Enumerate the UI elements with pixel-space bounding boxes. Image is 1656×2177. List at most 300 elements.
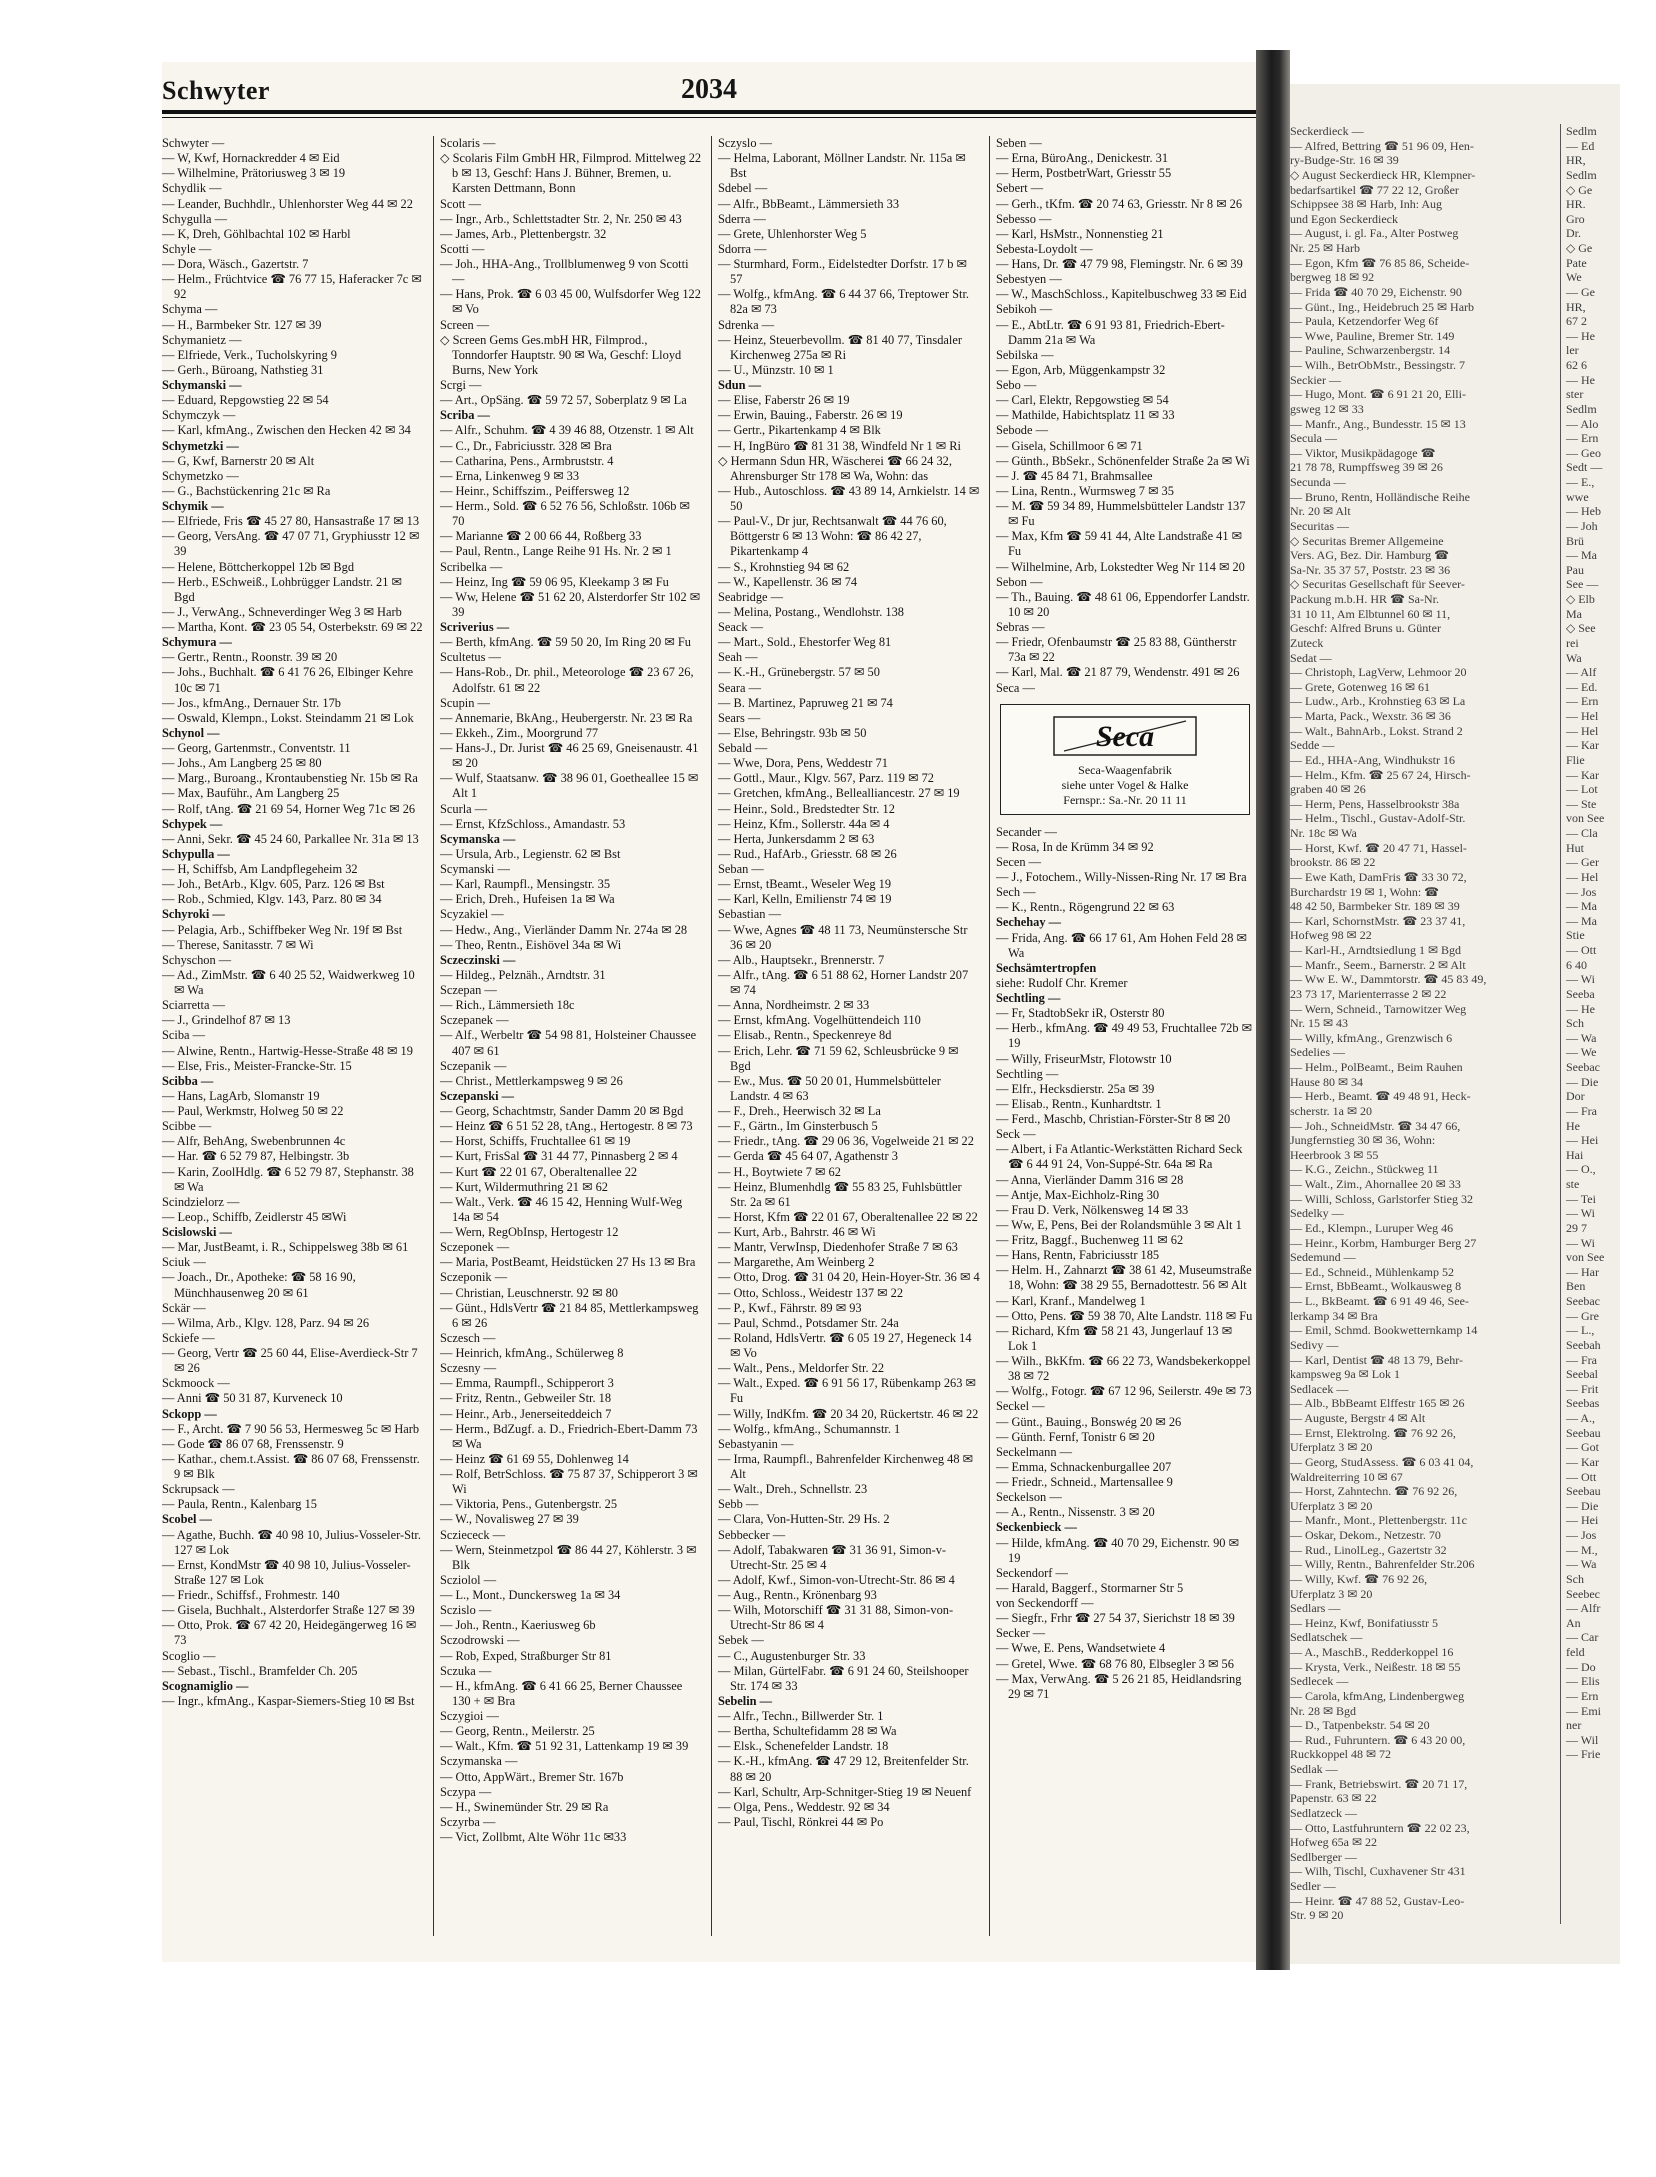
facing-entry-line: — Helm., Tischl., Gustav-Adolf-Str. xyxy=(1290,811,1466,826)
facing-entry-line: He xyxy=(1566,1118,1580,1133)
facing-entry-line: Seebec xyxy=(1566,1586,1600,1601)
facing-entry-line: brookstr. 86 ✉ 22 xyxy=(1290,855,1376,870)
surname-heading: Sdun — xyxy=(718,378,762,392)
facing-entry-line: scherstr. 1a ✉ 20 xyxy=(1290,1103,1373,1118)
facing-entry-line: Seebac xyxy=(1566,1294,1600,1308)
facing-entry-line: — Ma xyxy=(1566,548,1597,563)
directory-entry: — Hans, Rentn, Fabriciusstr 185 xyxy=(996,1248,1160,1263)
directory-entry: — Alf., Werbeltr ☎ 54 98 81, Holsteiner Chaussee 407 ✉ 61 xyxy=(440,1028,697,1058)
facing-entry-line: — Heinr. ☎ 47 88 52, Gustav-Leo- xyxy=(1290,1893,1465,1908)
directory-entry: — Erwin, Bauing., Faberstr. 26 ✉ 19 xyxy=(718,408,903,423)
directory-entry: — Herb., kfmAng. ☎ 49 49 53, Fruchtallee 72b ✉ 19 xyxy=(996,1021,1253,1051)
facing-entry-line: — Ed. xyxy=(1566,679,1598,694)
directory-entry: — Art., OpSäng. ☎ 59 72 57, Soberplatz 9 ✉ La xyxy=(440,393,687,408)
directory-entry: — Kurt, Wildermuthring 21 ✉ 62 xyxy=(440,1179,608,1194)
directory-entry: — Ad., ZimMstr. ☎ 6 40 25 52, Waidwerkweg 10 ✉ Wa xyxy=(162,967,415,997)
directory-entry: — Erich, Dreh., Hufeisen 1a ✉ Wa xyxy=(440,892,615,907)
facing-entry-line: — Egon, Kfm ☎ 76 85 86, Scheide- xyxy=(1290,255,1470,270)
directory-entry: — Kathar., chem.t.Assist. ☎ 86 07 68, Frenssenstr. 9 ✉ Blk xyxy=(162,1451,420,1481)
directory-entry: — Elfriede, Fris ☎ 45 27 80, Hansastraße 17 ✉ 13 xyxy=(162,514,420,529)
directory-entry: — Therese, Sanitasstr. 7 ✉ Wi xyxy=(162,937,314,952)
directory-entry: — Erna, BüroAng., Denickestr. 31 xyxy=(996,151,1169,166)
directory-entry: — Walt., Dreh., Schnellstr. 23 xyxy=(718,1482,868,1497)
surname-heading: Sczygioi — xyxy=(440,1709,499,1723)
facing-entry-line: — Ott xyxy=(1566,1469,1597,1484)
directory-entry: — Ernst, kfmAng. Vogelhüttendeich 110 xyxy=(718,1013,921,1028)
directory-entry: — Kurt, Arb., Bahrstr. 46 ✉ Wi xyxy=(718,1225,876,1239)
facing-entry-line: Seebac xyxy=(1566,1060,1600,1074)
directory-entry: — Hedw., Ang., Vierländer Damm Nr. 274a ✉ 28 xyxy=(440,922,688,937)
facing-entry-line: — Ed., Klempn., Luruper Weg 46 xyxy=(1290,1220,1454,1235)
facing-entry-line: 6 40 xyxy=(1566,957,1587,972)
surname-heading: Secker — xyxy=(996,1626,1046,1641)
directory-entry: — Karl, HsMstr., Nonnenstieg 21 xyxy=(996,226,1164,241)
facing-entry-line: Nr. 18c ✉ Wa xyxy=(1290,826,1357,840)
facing-entry-line: — Cla xyxy=(1566,826,1598,840)
directory-entry: — Wwe, E. Pens, Wandsetwiete 4 xyxy=(996,1641,1166,1656)
facing-entry-line: — Emi xyxy=(1566,1703,1601,1718)
directory-entry: — Egon, Arb, Müggenkampstr 32 xyxy=(996,362,1166,377)
directory-entry: — Mart., Sold., Ehestorfer Weg 81 xyxy=(718,635,892,650)
directory-entry: — Adolf, Tabakwaren ☎ 31 36 91, Simon-v-Utrecht-Str. 25 ✉ 4 xyxy=(718,1542,947,1572)
directory-entry: — Fritz, Baggf., Buchenweg 11 ✉ 62 xyxy=(996,1233,1184,1247)
surname-heading: Schymanski — xyxy=(162,378,242,392)
directory-entry: — Har. ☎ 6 52 79 87, Helbingstr. 3b xyxy=(162,1149,350,1164)
facing-entry-line: — Ed., HHA-Ang, Windhukstr 16 xyxy=(1290,752,1455,767)
facing-entry-line: 62 6 xyxy=(1566,358,1587,372)
facing-entry-line: — Wi xyxy=(1566,1235,1595,1250)
surname-heading: Seban — xyxy=(718,862,764,876)
facing-entry-line: Sedlm xyxy=(1566,124,1597,138)
directory-entry: — Wern, RegObInsp, Hertogestr 12 xyxy=(440,1225,619,1239)
directory-entry: — Anna, Vierländer Damm 316 ✉ 28 xyxy=(996,1172,1184,1187)
directory-entry: — Karl, Kranf., Mandelweg 1 xyxy=(996,1293,1146,1308)
facing-entry-line: Sa-Nr. 35 37 57, Poststr. 23 ✉ 36 xyxy=(1290,562,1451,577)
facing-entry-line: wwe xyxy=(1566,489,1589,504)
surname-heading: Sears — xyxy=(718,710,761,725)
facing-entry-line: Uferplatz 3 ✉ 20 xyxy=(1290,1498,1373,1513)
facing-entry-line: Sedlatzeck — xyxy=(1290,1805,1357,1820)
facing-entry-line: Gro xyxy=(1566,211,1585,226)
directory-entry: — Gode ☎ 86 07 68, Frenssenstr. 9 xyxy=(162,1436,344,1451)
surname-heading: Sebikoh — xyxy=(996,302,1053,317)
directory-entry: — H., Swinemünder Str. 29 ✉ Ra xyxy=(440,1799,609,1814)
seca-logo xyxy=(1050,713,1200,759)
facing-entry-line: — O., xyxy=(1566,1162,1596,1177)
facing-entry-line: — Alfr xyxy=(1566,1601,1601,1616)
column-divider xyxy=(711,136,712,1936)
facing-entry-line: ◇ Elb xyxy=(1566,592,1595,606)
directory-entry: — C., Augustenburger Str. 33 xyxy=(718,1648,866,1663)
directory-entry: — Wwe, Dora, Pens, Weddestr 71 xyxy=(718,756,888,771)
facing-entry-line: — Frit xyxy=(1566,1381,1599,1396)
directory-entry: — Walt., Kfm. ☎ 51 92 31, Lattenkamp 19 ✉ 39 xyxy=(440,1739,689,1754)
surname-heading: Seca — xyxy=(996,680,1035,695)
facing-entry-line: ◇ Ge xyxy=(1566,241,1593,255)
facing-entry-line: Sedlacek — xyxy=(1290,1381,1349,1396)
directory-entry: — Gertr., Rentn., Roonstr. 39 ✉ 20 xyxy=(162,650,338,665)
facing-entry-line: — Oskar, Dekom., Netzestr. 70 xyxy=(1290,1528,1441,1542)
surname-heading: Scurla — xyxy=(440,801,488,816)
surname-heading: ◇ Screen Gems Ges.mbH HR, Filmprod., Tonndorfer Hauptstr. 90 ✉ Wa, Geschf: Lloyd Burns, New York xyxy=(440,332,682,377)
directory-entry: — Christian, Leuschnerstr. 92 ✉ 80 xyxy=(440,1285,618,1300)
directory-entry: — Heinz ☎ 61 69 55, Dohlenweg 14 xyxy=(440,1451,629,1466)
directory-entry: — Ernst, tBeamt., Weseler Weg 19 xyxy=(718,877,892,892)
facing-entry-line: Zuteck xyxy=(1290,635,1324,650)
directory-entry: — Ingr., kfmAng., Kaspar-Siemers-Stieg 10 ✉ Bst xyxy=(162,1693,415,1708)
facing-entry-line: 21 78 78, Rumpffsweg 39 ✉ 26 xyxy=(1290,460,1443,475)
facing-entry-line: Hofweg 65a ✉ 22 xyxy=(1290,1835,1378,1850)
directory-entry: — Helm., Früchtvice ☎ 76 77 15, Haferacker 7c ✉ 92 xyxy=(162,272,422,302)
facing-entry-line: Sedivy — xyxy=(1290,1337,1339,1352)
facing-entry-line: ry-Budge-Str. 16 ✉ 39 xyxy=(1290,153,1399,168)
directory-column-1 xyxy=(162,136,424,1946)
directory-entry: — James, Arb., Plettenbergstr. 32 xyxy=(440,226,607,241)
directory-entry: — Walt., Verk. ☎ 46 15 42, Henning Wulf-Weg 14a ✉ 54 xyxy=(440,1194,683,1224)
directory-entry: — H., Boytwiete 7 ✉ 62 xyxy=(718,1164,841,1179)
facing-entry-line: — Har xyxy=(1566,1264,1599,1279)
surname-heading: Scolaris — xyxy=(440,136,496,150)
facing-entry-line: — Wa xyxy=(1566,1557,1597,1572)
directory-entry: — Pelagia, Arb., Schiffbeker Weg Nr. 19f ✉ Bst xyxy=(162,922,403,937)
directory-entry: — Max, Bauführ., Am Langberg 25 xyxy=(162,786,340,801)
facing-entry-line: — Fra xyxy=(1566,1103,1597,1118)
facing-column-2 xyxy=(1566,124,1656,1944)
surname-heading: Schymanietz — xyxy=(162,332,242,347)
facing-entry-line: — Jos xyxy=(1566,1528,1597,1542)
directory-entry: — Elise, Faberstr 26 ✉ 19 xyxy=(718,393,850,408)
facing-entry-line: rei xyxy=(1566,635,1579,650)
facing-entry-line: ◇ Ge xyxy=(1566,182,1593,197)
surname-heading: Scribelka — xyxy=(440,559,503,574)
facing-entry-line: — Fra xyxy=(1566,1352,1597,1367)
facing-entry-line: — Alb., BbBeamt Elffestr 165 ✉ 26 xyxy=(1290,1396,1465,1411)
facing-entry-line: — Wil xyxy=(1566,1732,1599,1747)
facing-entry-line: — Otto, Lastfuhruntern ☎ 22 02 23, xyxy=(1290,1820,1470,1835)
directory-entry: — K., Rentn., Rögengrund 22 ✉ 63 xyxy=(996,900,1175,915)
directory-entry: — Gertr., Pikartenkamp 4 ✉ Blk xyxy=(718,423,881,438)
directory-entry: — Gretel, Wwe. ☎ 68 76 80, Elbsegler 3 ✉ 56 xyxy=(996,1656,1234,1671)
surname-heading: Schwyter — xyxy=(162,136,225,150)
directory-entry: — Viktoria, Pens., Gutenbergstr. 25 xyxy=(440,1497,618,1512)
directory-entry: — Vict, Zollbmt, Alte Wöhr 11c ✉33 xyxy=(440,1830,627,1844)
surname-heading: Sebesso — xyxy=(996,211,1052,226)
directory-entry: — Joh., Rentn., Kaeriusweg 6b xyxy=(440,1618,596,1633)
facing-entry-line: — Manfr., Mont., Plettenbergstr. 11c xyxy=(1290,1513,1467,1528)
directory-entry: — F., Gärtn., Im Ginsterbusch 5 xyxy=(718,1119,878,1134)
facing-entry-line: Pau xyxy=(1566,562,1584,577)
directory-entry: — Frau D. Verk, Nölkensweg 14 ✉ 33 xyxy=(996,1202,1189,1217)
surname-heading: Sderra — xyxy=(718,211,766,226)
facing-entry-line: — Wa xyxy=(1566,1030,1597,1045)
facing-entry-line: feld xyxy=(1566,1645,1585,1659)
surname-heading: Scobel — xyxy=(162,1512,212,1527)
surname-heading: Seara — xyxy=(718,680,762,695)
surname-heading: Sebestyen — xyxy=(996,272,1062,287)
surname-heading: Seabridge — xyxy=(718,589,784,604)
surname-heading: Schyma — xyxy=(162,302,218,317)
directory-entry: — Johs., Buchhalt. ☎ 6 41 76 26, Elbinger Kehre 10c ✉ 71 xyxy=(162,665,414,695)
surname-heading: Schypulla — xyxy=(162,846,230,861)
directory-entry: — Th., Bauing. ☎ 48 61 06, Eppendorfer Landstr. 10 ✉ 20 xyxy=(996,589,1250,619)
surname-heading: Schygulla — xyxy=(162,211,228,226)
facing-entry-line: Securitas — xyxy=(1290,518,1349,533)
directory-entry: — H, IngBüro ☎ 81 31 38, Windfeld Nr 1 ✉ Ri xyxy=(718,438,961,453)
directory-entry: — Joh., HHA-Ang., Trollblumenweg 9 von Scotti — xyxy=(440,257,689,287)
directory-entry: — Gerh., tKfm. ☎ 20 74 63, Griesstr. Nr 8 ✉ 26 xyxy=(996,196,1243,211)
surname-heading: Sebert — xyxy=(996,181,1044,196)
directory-entry: — Rolf, tAng. ☎ 21 69 54, Horner Weg 71c ✉ 26 xyxy=(162,801,416,816)
surname-heading: Screen — xyxy=(440,317,490,332)
directory-entry: — Heinr., Arb., Jenerseiteddeich 7 xyxy=(440,1406,612,1421)
surname-heading: Sebras — xyxy=(996,620,1045,634)
facing-entry-line: Burchardstr 19 ✉ 1, Wohn: ☎ xyxy=(1290,884,1440,899)
directory-entry: — Erna, Linkenweg 9 ✉ 33 xyxy=(440,468,580,483)
directory-entry: — E., AbtLtr. ☎ 6 91 93 81, Friedrich-Ebert-Damm 21a ✉ Wa xyxy=(996,317,1225,347)
directory-entry: — Ekkeh., Zim., Moorgrund 77 xyxy=(440,725,599,740)
surname-heading: Scognamiglio — xyxy=(162,1678,249,1693)
directory-entry: — Wulf, Staatsanw. ☎ 38 96 01, Goetheallee 15 ✉ Alt 1 xyxy=(440,771,699,801)
directory-entry: — Heinz, Ing ☎ 59 06 95, Kleekamp 3 ✉ Fu xyxy=(440,574,669,589)
directory-entry: — Walt., Pens., Meldorfer Str. 22 xyxy=(718,1361,885,1376)
directory-entry: — Karl, Mal. ☎ 21 87 79, Wendenstr. 491 ✉ 26 xyxy=(996,665,1240,680)
directory-entry: — Wolfg., kfmAng., Schumannstr. 1 xyxy=(718,1421,901,1436)
facing-entry-line: — Kar xyxy=(1566,738,1599,753)
directory-entry: — Hildeg., Pelznäh., Arndtstr. 31 xyxy=(440,967,606,982)
directory-entry: — Wilh., BkKfm. ☎ 66 22 73, Wandsbekerkoppel 38 ✉ 72 xyxy=(996,1354,1251,1384)
surname-heading: Schyle — xyxy=(162,241,212,256)
header-rule-thin xyxy=(162,117,1256,118)
directory-entry: — Mar, JustBeamt, i. R., Schippelsweg 38b ✉ 61 xyxy=(162,1240,409,1255)
directory-entry: — H., Barmbeker Str. 127 ✉ 39 xyxy=(162,317,322,332)
facing-entry-line: Sedler — xyxy=(1290,1879,1336,1893)
facing-entry-line: Seebau xyxy=(1566,1425,1601,1440)
facing-entry-line: — Wilh., BetrObMstr., Bessingstr. 7 xyxy=(1290,358,1465,372)
surname-heading: Seck — xyxy=(996,1127,1036,1142)
facing-entry-line: — August, i. gl. Fa., Alter Postweg xyxy=(1290,226,1459,241)
directory-entry: — Catharina, Pens., Armbruststr. 4 xyxy=(440,453,614,468)
facing-entry-line: — Ger xyxy=(1566,855,1599,870)
directory-entry: — W., MaschSchloss., Kapitelbuschweg 33 ✉ Eid xyxy=(996,287,1247,302)
surname-heading: Sebb — xyxy=(718,1497,759,1512)
facing-entry-line: — Do xyxy=(1566,1659,1596,1674)
surname-heading: Sebesta-Loydolt — xyxy=(996,241,1093,256)
facing-entry-line: Jungfernstieg 30 ✉ 36, Wohn: xyxy=(1290,1133,1436,1148)
facing-entry-line: — Manfr., Seem., Barnerstr. 2 ✉ Alt xyxy=(1290,957,1466,972)
facing-entry-line: und Egon Seckerdieck xyxy=(1290,211,1398,226)
directory-entry: — Leander, Buchhdlr., Uhlenhorster Weg 44 ✉ 22 xyxy=(162,196,413,211)
facing-entry-line: — Karl-H., Arndtsiedlung 1 ✉ Bgd xyxy=(1290,943,1462,957)
facing-entry-line: ler xyxy=(1566,343,1579,358)
directory-entry: — Christ., Mettlerkampsweg 9 ✉ 26 xyxy=(440,1073,623,1088)
directory-entry: — Theo, Rentn., Eishövel 34a ✉ Wi xyxy=(440,937,622,952)
facing-entry-line: — Wi xyxy=(1566,1206,1595,1221)
facing-entry-line: — Ste xyxy=(1566,796,1597,811)
directory-entry: — Gisela, Buchhalt., Alsterdorfer Straße 127 ✉ 39 xyxy=(162,1603,415,1618)
facing-entry-line: We xyxy=(1566,270,1582,285)
surname-heading: ◇ Scolaris Film GmbH HR, Filmprod. Mittelweg 22 b ✉ 13, Geschf: Hans J. Bühner, Bremen, u. Karsten Dettmann, Bonn xyxy=(440,151,702,196)
directory-entry: — Günth. Fernf, Tonistr 6 ✉ 20 xyxy=(996,1429,1155,1444)
facing-entry-line: Dr. xyxy=(1566,226,1581,241)
facing-entry-line: — Walt., Zim., Ahornallee 20 ✉ 33 xyxy=(1290,1177,1461,1191)
facing-entry-line: ◇ Securitas Gesellschaft für Seever- xyxy=(1290,577,1465,592)
facing-entry-line: — Rud., Fuhruntern. ☎ 6 43 20 00, xyxy=(1290,1732,1466,1747)
directory-entry: — Hans, Prok. ☎ 6 03 45 00, Wulfsdorfer Weg 122 ✉ Vo xyxy=(440,287,701,317)
surname-heading: Schypek — xyxy=(162,816,223,831)
facing-entry-line: ner xyxy=(1566,1718,1582,1733)
directory-column-3 xyxy=(718,136,980,1946)
surname-heading: Sebald — xyxy=(718,741,768,755)
facing-entry-line: — Wilh, Tischl, Cuxhavener Str 431 xyxy=(1290,1864,1466,1879)
directory-entry: — Hans, Dr. ☎ 47 79 98, Flemingstr. Nr. 6 ✉ 39 xyxy=(996,257,1243,271)
directory-entry: — U., Münzstr. 10 ✉ 1 xyxy=(718,362,834,377)
directory-entry: — Ew., Mus. ☎ 50 20 01, Hummelsbütteler Landstr. 4 ✉ 63 xyxy=(718,1073,941,1103)
facing-entry-line: — Ludw., Arb., Krohnstieg 63 ✉ La xyxy=(1290,694,1466,709)
surname-heading: Seah — xyxy=(718,650,758,665)
facing-entry-line: bedarfsartikel ☎ 77 22 12, Großer xyxy=(1290,182,1459,197)
facing-entry-line: Nr. 28 ✉ Bgd xyxy=(1290,1703,1357,1718)
surname-heading: Sczyslo — xyxy=(718,136,773,150)
surname-heading: Scrgi — xyxy=(440,378,482,392)
directory-entry: — Paul-V., Dr jur, Rechtsanwalt ☎ 44 76 60, Böttgerstr 6 ✉ 13 Wohn: ☎ 86 42 27, Pikartenkamp 4 xyxy=(718,514,947,559)
facing-entry-line: graben 40 ✉ 26 xyxy=(1290,782,1366,797)
surname-heading: Sczyrba — xyxy=(440,1814,496,1829)
surname-heading: Scymanska — xyxy=(440,831,516,846)
directory-entry: — Gottl., Maur., Klgv. 567, Parz. 119 ✉ 72 xyxy=(718,771,934,786)
facing-entry-line: Sedelky — xyxy=(1290,1206,1344,1221)
surname-heading: Sckär — xyxy=(162,1300,206,1315)
facing-column-1 xyxy=(1290,124,1510,1944)
surname-heading: Scoglio — xyxy=(162,1648,216,1663)
surname-heading: Schyroki — xyxy=(162,907,225,922)
facing-entry-line: — Manfr., Ang., Bundesstr. 15 ✉ 13 xyxy=(1290,416,1466,431)
surname-heading: Sdebel — xyxy=(718,181,768,196)
directory-entry: — Helene, Böttcherkoppel 12b ✉ Bgd xyxy=(162,559,355,574)
facing-entry-line: von See xyxy=(1566,811,1605,826)
surname-heading: Sckmoock — xyxy=(162,1376,230,1391)
directory-entry: — Marianne ☎ 2 00 66 44, Roßberg 33 xyxy=(440,529,642,544)
surname-heading: Sebilska — xyxy=(996,347,1054,362)
surname-heading: Sechtling — xyxy=(996,1066,1059,1081)
facing-entry-line: — Heb xyxy=(1566,504,1601,519)
surname-heading: Sczepanik — xyxy=(440,1058,507,1073)
directory-entry: — Gerda ☎ 45 64 07, Agathenstr 3 xyxy=(718,1149,898,1164)
directory-entry: — L., Mont., Dunckersweg 1a ✉ 34 xyxy=(440,1588,621,1602)
facing-entry-line: — Elis xyxy=(1566,1674,1600,1689)
directory-entry: — Friedr., tAng. ☎ 29 06 36, Vogelweide 21 ✉ 22 xyxy=(718,1134,974,1149)
directory-entry: — Karl, Raumpfl., Mensingstr. 35 xyxy=(440,877,611,892)
directory-entry: — Ww, E, Pens, Bei der Rolandsmühle 3 ✉ Alt 1 xyxy=(996,1217,1242,1232)
facing-entry-line: — Ge xyxy=(1566,284,1595,299)
facing-entry-line: — Willi, Schloss, Garlstorfer Stieg 32 xyxy=(1290,1191,1473,1206)
directory-entry: — Wilhelmine, Arb, Lokstedter Weg Nr 114 ✉ 20 xyxy=(996,559,1245,574)
surname-heading: Seckendorf — xyxy=(996,1565,1068,1580)
surname-heading: Sebek — xyxy=(718,1633,764,1648)
facing-entry-line: — Joh xyxy=(1566,518,1598,533)
facing-entry-line: Stie xyxy=(1566,928,1585,943)
surname-heading: Sechehay — xyxy=(996,915,1062,930)
directory-entry: — Willy, IndKfm. ☎ 20 34 20, Rückertstr. 46 ✉ 22 xyxy=(718,1406,979,1421)
directory-entry: — Erich, Lehr. ☎ 71 59 62, Schleusbrücke 9 ✉ Bgd xyxy=(718,1043,959,1073)
seca-logo-text: Seca xyxy=(1095,719,1155,753)
facing-entry-line: — Joh., SchneidMstr. ☎ 34 47 66, xyxy=(1290,1118,1461,1133)
facing-entry-line: 67 2 xyxy=(1566,314,1587,329)
directory-entry: — Hans-Rob., Dr. phil., Meteorologe ☎ 23 67 26, Adolfstr. 61 ✉ 22 xyxy=(440,665,694,695)
surname-heading: Schyschon — xyxy=(162,952,232,967)
directory-column-2 xyxy=(440,136,702,1946)
directory-entry: — Walt., Exped. ☎ 6 91 56 17, Rübenkamp 263 ✉ Fu xyxy=(718,1376,976,1406)
surname-heading: Sczesny — xyxy=(440,1361,497,1376)
ad-company-line: Seca-Waagenfabrik xyxy=(1078,762,1172,777)
directory-entry: — Georg, Vertr ☎ 25 60 44, Elise-Averdieck-Str 7 ✉ 26 xyxy=(162,1346,418,1376)
directory-entry: — Horst, Schiffs, Fruchtallee 61 ✉ 19 xyxy=(440,1134,631,1149)
directory-entry: — Ferd., Maschb, Christian-Förster-Str 8 ✉ 20 xyxy=(996,1112,1231,1126)
facing-entry-line: — Hei xyxy=(1566,1133,1599,1148)
facing-entry-line: — Ed xyxy=(1566,138,1595,153)
facing-entry-line: Packung m.b.H. HR ☎ Sa-Nr. xyxy=(1290,592,1439,606)
surname-heading: Sczislo — xyxy=(440,1603,492,1618)
facing-entry-line: — Karl, Dentist ☎ 48 13 79, Behr- xyxy=(1290,1352,1464,1367)
surname-heading: Scindzielorz — xyxy=(162,1194,240,1209)
facing-entry-line: Uferplatz 3 ✉ 20 xyxy=(1290,1586,1373,1601)
facing-entry-line: Sedlberger — xyxy=(1290,1849,1357,1864)
directory-entry: — W, Kwf, Hornackredder 4 ✉ Eid xyxy=(162,151,340,166)
directory-entry: — Lina, Rentn., Wurmsweg 7 ✉ 35 xyxy=(996,483,1174,498)
facing-entry-line: — Viktor, Musikpädagoge ☎ xyxy=(1290,445,1436,460)
facing-entry-line: — Willy, Kwf. ☎ 76 92 26, xyxy=(1290,1571,1428,1586)
facing-entry-line: ◇ Securitas Bremer Allgemeine xyxy=(1290,533,1444,548)
surname-heading: Sebon — xyxy=(996,574,1043,589)
facing-entry-line: von See xyxy=(1566,1250,1605,1265)
directory-entry: — Mathilde, Habichtsplatz 11 ✉ 33 xyxy=(996,408,1175,423)
facing-entry-line: — Die xyxy=(1566,1074,1599,1089)
directory-entry: — K.-H., Grünebergstr. 57 ✉ 50 xyxy=(718,665,880,680)
facing-entry-line: — Horst, Zahntechn. ☎ 76 92 26, xyxy=(1290,1484,1458,1499)
facing-entry-line: Sedat — xyxy=(1290,650,1332,665)
facing-entry-line: Ruckkoppel 48 ✉ 72 xyxy=(1290,1747,1392,1762)
directory-entry: — Ernst, KfzSchloss., Amandastr. 53 xyxy=(440,816,626,831)
directory-entry: — Milan, GürtelFabr. ☎ 6 91 24 60, Steilshooper Str. 174 ✉ 33 xyxy=(718,1663,969,1693)
directory-entry: — Clara, Von-Hutten-Str. 29 Hs. 2 xyxy=(718,1512,890,1527)
facing-entry-line: — Herb., Beamt. ☎ 49 48 91, Heck- xyxy=(1290,1089,1471,1104)
directory-entry: — Heinrich, kfmAng., Schülerweg 8 xyxy=(440,1346,624,1360)
directory-entry: — Rob., Schmied, Klgv. 143, Parz. 80 ✉ 34 xyxy=(162,892,382,907)
directory-entry: — Ww, Helene ☎ 51 62 20, Alsterdorfer Str 102 ✉ 39 xyxy=(440,589,701,619)
surname-heading: Sczepan — xyxy=(440,983,497,997)
facing-entry-line: Vers. AG, Bez. Dir. Hamburg ☎ xyxy=(1290,548,1450,563)
facing-entry-line: — Ma xyxy=(1566,899,1597,914)
directory-entry: — Alfr., BbBeamt., Lämmersieth 33 xyxy=(718,196,900,211)
directory-entry: — Karin, ZoolHdlg. ☎ 6 52 79 87, Stephanstr. 38 ✉ Wa xyxy=(162,1164,414,1194)
directory-entry: — Otto, Pens. ☎ 59 38 70, Alte Landstr. 118 ✉ Fu xyxy=(996,1308,1253,1323)
facing-page xyxy=(1290,84,1620,1964)
facing-entry-line: — Krysta, Verk., Neißestr. 18 ✉ 55 xyxy=(1290,1659,1461,1674)
facing-entry-line: Sedlak — xyxy=(1290,1762,1338,1776)
surname-heading: Schymetzko — xyxy=(162,468,239,483)
directory-entry: — H., kfmAng. ☎ 6 41 66 25, Berner Chaussee 130 + ✉ Bra xyxy=(440,1678,683,1708)
surname-heading: Scyzakiel — xyxy=(440,907,504,922)
surname-heading: Schymik — xyxy=(162,499,224,513)
directory-entry: — Siegfr., Frhr ☎ 27 54 37, Sierichstr 18 ✉ 39 xyxy=(996,1611,1235,1626)
facing-entry-line: Seebah xyxy=(1566,1337,1601,1352)
facing-entry-line: Sedlecek — xyxy=(1290,1674,1349,1689)
directory-entry: — Herta, Junkersdamm 2 ✉ 63 xyxy=(718,831,875,846)
directory-entry: — Wilhelmine, Prätoriusweg 3 ✉ 19 xyxy=(162,166,346,181)
directory-entry: — Karl, kfmAng., Zwischen den Hecken 42 ✉ 34 xyxy=(162,423,411,438)
surname-heading: Scibbe — xyxy=(162,1119,212,1134)
directory-entry: — Wern, Steinmetzpol ☎ 86 44 27, Köhlerstr. 3 ✉ Blk xyxy=(440,1542,697,1572)
directory-entry: — Otto, Prok. ☎ 67 42 20, Heidegängerweg 16 ✉ 73 xyxy=(162,1618,417,1648)
